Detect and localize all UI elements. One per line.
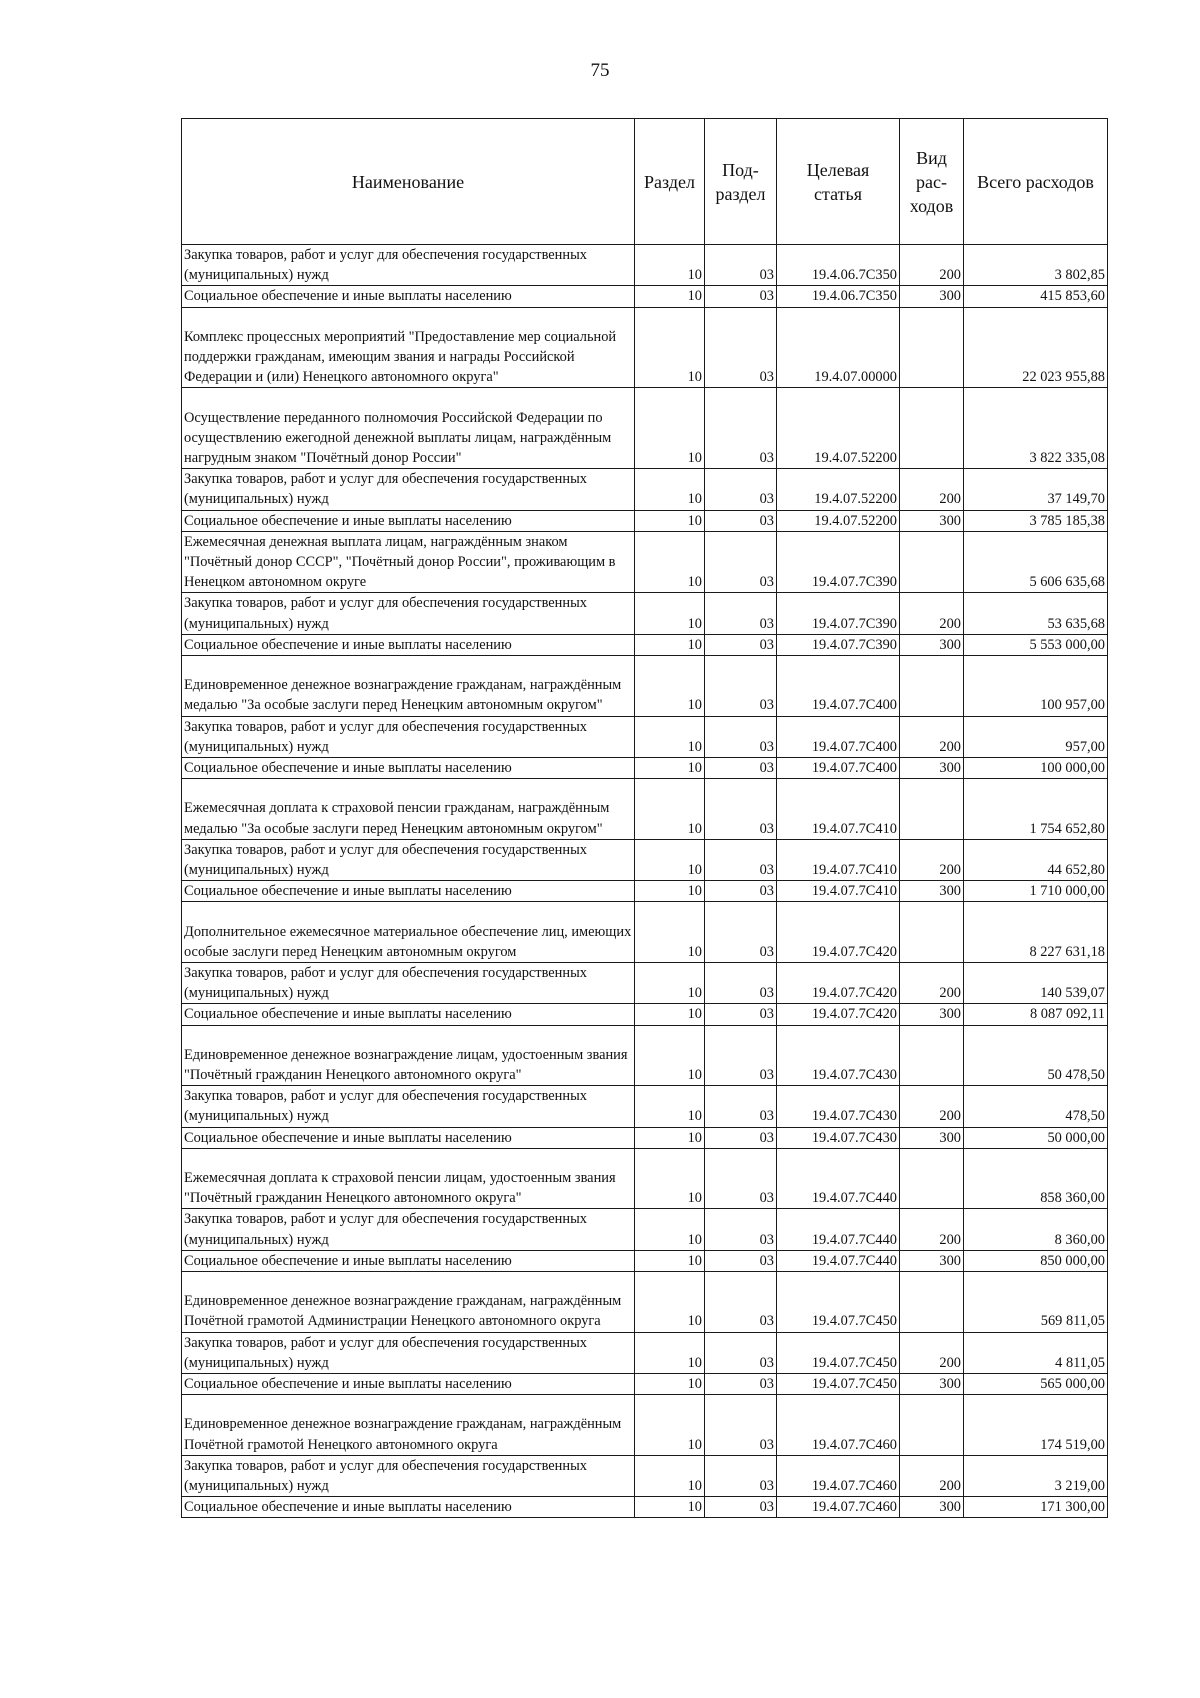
row-section: 10	[635, 307, 705, 388]
row-section: 10	[635, 656, 705, 717]
row-section: 10	[635, 245, 705, 286]
row-subsection: 03	[705, 1148, 777, 1209]
row-name: Социальное обеспечение и иные выплаты населению	[182, 1497, 635, 1518]
row-name: Закупка товаров, работ и услуг для обеспечения государственных (муниципальных) нужд	[182, 1209, 635, 1250]
row-total: 37 149,70	[964, 469, 1108, 510]
row-total: 565 000,00	[964, 1374, 1108, 1395]
row-kind: 200	[900, 963, 964, 1004]
row-subsection: 03	[705, 1272, 777, 1333]
row-kind: 200	[900, 1209, 964, 1250]
row-subsection: 03	[705, 656, 777, 717]
row-kind	[900, 779, 964, 840]
header-name: Наименование	[182, 119, 635, 245]
row-subsection: 03	[705, 1209, 777, 1250]
row-section: 10	[635, 469, 705, 510]
row-name: Ежемесячная доплата к страховой пенсии гражданам, награждённым медалью "За особые заслуги перед Ненецким автономным округом"	[182, 779, 635, 840]
row-kind	[900, 388, 964, 469]
row-section: 10	[635, 531, 705, 593]
table-row	[182, 758, 1108, 779]
row-section: 10	[635, 963, 705, 1004]
row-total: 50 000,00	[964, 1127, 1108, 1148]
row-kind: 200	[900, 593, 964, 634]
row-section: 10	[635, 1209, 705, 1250]
row-section: 10	[635, 881, 705, 902]
table-row	[182, 469, 1108, 510]
row-name: Закупка товаров, работ и услуг для обеспечения государственных (муниципальных) нужд	[182, 716, 635, 757]
row-total: 4 811,05	[964, 1332, 1108, 1373]
header-target: Целевая статья	[777, 119, 900, 245]
table-row	[182, 1250, 1108, 1271]
row-total: 5 553 000,00	[964, 634, 1108, 655]
row-target: 19.4.06.7С350	[777, 286, 900, 307]
row-total: 415 853,60	[964, 286, 1108, 307]
table-row	[182, 1332, 1108, 1373]
row-total: 5 606 635,68	[964, 531, 1108, 593]
row-target: 19.4.07.7С420	[777, 963, 900, 1004]
row-section: 10	[635, 286, 705, 307]
row-target: 19.4.07.7С430	[777, 1086, 900, 1127]
row-subsection: 03	[705, 1395, 777, 1456]
row-name: Единовременное денежное вознаграждение гражданам, награждённым Почётной грамотой Ненецкого автономного округа	[182, 1395, 635, 1456]
row-section: 10	[635, 634, 705, 655]
row-section: 10	[635, 1025, 705, 1086]
row-target: 19.4.07.7С390	[777, 634, 900, 655]
table-row	[182, 1025, 1108, 1086]
row-subsection: 03	[705, 1025, 777, 1086]
row-subsection: 03	[705, 469, 777, 510]
row-name: Закупка товаров, работ и услуг для обеспечения государственных (муниципальных) нужд	[182, 963, 635, 1004]
row-subsection: 03	[705, 593, 777, 634]
row-subsection: 03	[705, 1086, 777, 1127]
table-row	[182, 716, 1108, 757]
row-name: Закупка товаров, работ и услуг для обеспечения государственных (муниципальных) нужд	[182, 1455, 635, 1496]
row-target: 19.4.07.7С410	[777, 881, 900, 902]
table-row	[182, 839, 1108, 880]
row-subsection: 03	[705, 758, 777, 779]
row-subsection: 03	[705, 779, 777, 840]
row-target: 19.4.07.7С460	[777, 1395, 900, 1456]
row-target: 19.4.07.7С430	[777, 1127, 900, 1148]
row-target: 19.4.07.7С420	[777, 1004, 900, 1025]
row-subsection: 03	[705, 388, 777, 469]
row-total: 850 000,00	[964, 1250, 1108, 1271]
row-name: Ежемесячная доплата к страховой пенсии лицам, удостоенным звания "Почётный гражданин Ненецкого автономного округа"	[182, 1148, 635, 1209]
row-target: 19.4.07.7С400	[777, 758, 900, 779]
table-row	[182, 1127, 1108, 1148]
row-section: 10	[635, 1086, 705, 1127]
row-name: Закупка товаров, работ и услуг для обеспечения государственных (муниципальных) нужд	[182, 1086, 635, 1127]
row-kind	[900, 307, 964, 388]
row-total: 1 710 000,00	[964, 881, 1108, 902]
row-total: 957,00	[964, 716, 1108, 757]
row-target: 19.4.07.7С400	[777, 656, 900, 717]
row-name: Социальное обеспечение и иные выплаты населению	[182, 634, 635, 655]
row-kind	[900, 1148, 964, 1209]
row-total: 174 519,00	[964, 1395, 1108, 1456]
row-name: Закупка товаров, работ и услуг для обеспечения государственных (муниципальных) нужд	[182, 469, 635, 510]
row-kind: 300	[900, 1250, 964, 1271]
row-target: 19.4.07.7С400	[777, 716, 900, 757]
row-total: 478,50	[964, 1086, 1108, 1127]
row-target: 19.4.07.7С420	[777, 902, 900, 963]
table-row	[182, 902, 1108, 963]
row-total: 100 000,00	[964, 758, 1108, 779]
table-row	[182, 779, 1108, 840]
row-kind: 200	[900, 716, 964, 757]
table-row	[182, 286, 1108, 307]
row-kind	[900, 902, 964, 963]
row-kind: 200	[900, 1086, 964, 1127]
row-total: 1 754 652,80	[964, 779, 1108, 840]
row-total: 3 785 185,38	[964, 510, 1108, 531]
row-target: 19.4.07.7С440	[777, 1250, 900, 1271]
row-kind	[900, 656, 964, 717]
row-name: Единовременное денежное вознаграждение лицам, удостоенным звания "Почётный гражданин Ненецкого автономного округа"	[182, 1025, 635, 1086]
row-kind: 200	[900, 1455, 964, 1496]
row-section: 10	[635, 1497, 705, 1518]
table-row	[182, 1272, 1108, 1333]
row-subsection: 03	[705, 902, 777, 963]
row-name: Социальное обеспечение и иные выплаты населению	[182, 1250, 635, 1271]
row-subsection: 03	[705, 286, 777, 307]
row-subsection: 03	[705, 1127, 777, 1148]
row-subsection: 03	[705, 1332, 777, 1373]
table-row	[182, 1004, 1108, 1025]
row-kind: 300	[900, 634, 964, 655]
table-row	[182, 881, 1108, 902]
row-kind: 300	[900, 758, 964, 779]
row-total: 8 087 092,11	[964, 1004, 1108, 1025]
row-target: 19.4.07.52200	[777, 510, 900, 531]
row-target: 19.4.07.7С410	[777, 839, 900, 880]
row-kind	[900, 531, 964, 593]
row-name: Социальное обеспечение и иные выплаты населению	[182, 881, 635, 902]
table-row	[182, 1374, 1108, 1395]
header-kind: Вид рас- ходов	[900, 119, 964, 245]
row-subsection: 03	[705, 963, 777, 1004]
row-name: Закупка товаров, работ и услуг для обеспечения государственных (муниципальных) нужд	[182, 245, 635, 286]
table-row	[182, 307, 1108, 388]
row-section: 10	[635, 1127, 705, 1148]
row-section: 10	[635, 510, 705, 531]
row-name: Закупка товаров, работ и услуг для обеспечения государственных (муниципальных) нужд	[182, 593, 635, 634]
row-kind: 300	[900, 286, 964, 307]
row-kind	[900, 1395, 964, 1456]
row-name: Единовременное денежное вознаграждение гражданам, награждённым медалью "За особые заслуги перед Ненецким автономным округом"	[182, 656, 635, 717]
row-kind: 300	[900, 1127, 964, 1148]
row-section: 10	[635, 388, 705, 469]
row-subsection: 03	[705, 1497, 777, 1518]
row-section: 10	[635, 758, 705, 779]
table-row	[182, 634, 1108, 655]
table-header-row	[182, 119, 1108, 245]
row-kind: 200	[900, 839, 964, 880]
row-subsection: 03	[705, 531, 777, 593]
row-name: Ежемесячная денежная выплата лицам, награждённым знаком "Почётный донор СССР", "Почётный донор России", проживающим в Ненецком автономном округе	[182, 531, 635, 593]
row-name: Комплекс процессных мероприятий "Предоставление мер социальной поддержки гражданам, имеющим звания и награды Российской Федерации и (или) Ненецкого автономного округа"	[182, 307, 635, 388]
header-section: Раздел	[635, 119, 705, 245]
header-subsection: Под- раздел	[705, 119, 777, 245]
row-target: 19.4.07.7С450	[777, 1374, 900, 1395]
row-kind: 300	[900, 1374, 964, 1395]
row-section: 10	[635, 839, 705, 880]
row-section: 10	[635, 1272, 705, 1333]
row-kind: 300	[900, 1497, 964, 1518]
row-section: 10	[635, 1004, 705, 1025]
table-row	[182, 963, 1108, 1004]
row-target: 19.4.07.52200	[777, 388, 900, 469]
row-name: Социальное обеспечение и иные выплаты населению	[182, 286, 635, 307]
row-target: 19.4.07.52200	[777, 469, 900, 510]
row-section: 10	[635, 593, 705, 634]
row-subsection: 03	[705, 1455, 777, 1496]
row-target: 19.4.06.7С350	[777, 245, 900, 286]
row-total: 8 227 631,18	[964, 902, 1108, 963]
row-name: Единовременное денежное вознаграждение гражданам, награждённым Почётной грамотой Администрации Ненецкого автономного округа	[182, 1272, 635, 1333]
row-total: 3 822 335,08	[964, 388, 1108, 469]
row-name: Дополнительное ежемесячное материальное обеспечение лиц, имеющих особые заслуги перед Ненецким автономным округом	[182, 902, 635, 963]
row-target: 19.4.07.7С410	[777, 779, 900, 840]
row-section: 10	[635, 1374, 705, 1395]
row-subsection: 03	[705, 510, 777, 531]
row-name: Социальное обеспечение и иные выплаты населению	[182, 1004, 635, 1025]
row-name: Закупка товаров, работ и услуг для обеспечения государственных (муниципальных) нужд	[182, 839, 635, 880]
row-target: 19.4.07.7С460	[777, 1455, 900, 1496]
row-section: 10	[635, 1455, 705, 1496]
row-total: 44 652,80	[964, 839, 1108, 880]
row-subsection: 03	[705, 307, 777, 388]
table-row	[182, 593, 1108, 634]
row-section: 10	[635, 1332, 705, 1373]
row-subsection: 03	[705, 1374, 777, 1395]
row-section: 10	[635, 1148, 705, 1209]
row-kind: 300	[900, 1004, 964, 1025]
row-subsection: 03	[705, 1250, 777, 1271]
row-kind: 200	[900, 469, 964, 510]
table-row	[182, 1086, 1108, 1127]
row-section: 10	[635, 779, 705, 840]
row-total: 3 219,00	[964, 1455, 1108, 1496]
row-total: 140 539,07	[964, 963, 1108, 1004]
row-kind	[900, 1272, 964, 1333]
table-row	[182, 245, 1108, 286]
row-target: 19.4.07.7С460	[777, 1497, 900, 1518]
row-kind	[900, 1025, 964, 1086]
row-kind: 300	[900, 881, 964, 902]
row-kind: 300	[900, 510, 964, 531]
table-row	[182, 388, 1108, 469]
row-subsection: 03	[705, 716, 777, 757]
row-target: 19.4.07.7С440	[777, 1209, 900, 1250]
row-total: 8 360,00	[964, 1209, 1108, 1250]
row-total: 3 802,85	[964, 245, 1108, 286]
row-subsection: 03	[705, 881, 777, 902]
table-row	[182, 531, 1108, 593]
row-total: 22 023 955,88	[964, 307, 1108, 388]
header-total: Всего расходов	[964, 119, 1108, 245]
row-total: 50 478,50	[964, 1025, 1108, 1086]
row-total: 858 360,00	[964, 1148, 1108, 1209]
row-name: Социальное обеспечение и иные выплаты населению	[182, 510, 635, 531]
row-name: Социальное обеспечение и иные выплаты населению	[182, 758, 635, 779]
table-body	[182, 245, 1108, 1518]
row-section: 10	[635, 1395, 705, 1456]
table-row	[182, 510, 1108, 531]
table-row	[182, 1497, 1108, 1518]
row-section: 10	[635, 1250, 705, 1271]
row-target: 19.4.07.7С430	[777, 1025, 900, 1086]
row-target: 19.4.07.7С450	[777, 1332, 900, 1373]
row-kind: 200	[900, 245, 964, 286]
budget-table	[181, 118, 1108, 1518]
row-subsection: 03	[705, 839, 777, 880]
row-name: Социальное обеспечение и иные выплаты населению	[182, 1374, 635, 1395]
row-subsection: 03	[705, 1004, 777, 1025]
row-target: 19.4.07.7С440	[777, 1148, 900, 1209]
table-row	[182, 1209, 1108, 1250]
row-total: 100 957,00	[964, 656, 1108, 717]
row-total: 171 300,00	[964, 1497, 1108, 1518]
table-row	[182, 1395, 1108, 1456]
row-total: 569 811,05	[964, 1272, 1108, 1333]
row-name: Закупка товаров, работ и услуг для обеспечения государственных (муниципальных) нужд	[182, 1332, 635, 1373]
row-target: 19.4.07.7С390	[777, 593, 900, 634]
row-section: 10	[635, 902, 705, 963]
row-name: Социальное обеспечение и иные выплаты населению	[182, 1127, 635, 1148]
row-subsection: 03	[705, 634, 777, 655]
row-name: Осуществление переданного полномочия Российской Федерации по осуществлению ежегодной денежной выплаты лицам, награждённым нагрудным знаком "Почётный донор России"	[182, 388, 635, 469]
table-row	[182, 656, 1108, 717]
table-row	[182, 1148, 1108, 1209]
row-kind: 200	[900, 1332, 964, 1373]
row-section: 10	[635, 716, 705, 757]
row-target: 19.4.07.7С450	[777, 1272, 900, 1333]
row-target: 19.4.07.00000	[777, 307, 900, 388]
table-row	[182, 1455, 1108, 1496]
row-total: 53 635,68	[964, 593, 1108, 634]
row-target: 19.4.07.7С390	[777, 531, 900, 593]
page-number: 75	[590, 60, 610, 81]
row-subsection: 03	[705, 245, 777, 286]
